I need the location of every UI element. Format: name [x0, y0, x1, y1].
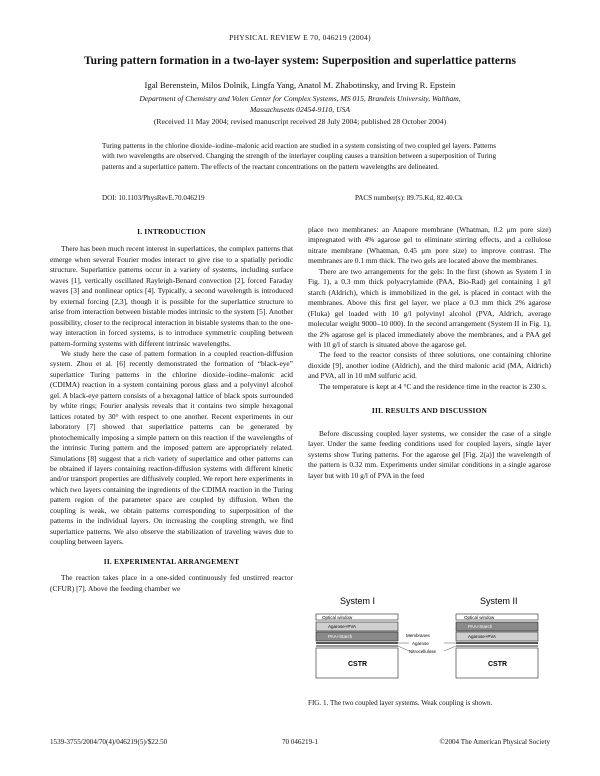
- membrane-layer: [316, 642, 398, 644]
- figure-1-diagram: [308, 593, 548, 693]
- paragraph: There are two arrangements for the gels: In the first (shown as System I in Fig. 1), a 0.3 mm thick polyacrylamide (PAA, Bio-Rad) gel containing 1 g/l starch (Aldrich), which is immobilized in the gel, is placed in contact with the membranes. Above this first gel layer, we place a 0.3 mm thick 2% agarose (Fluka) gel loaded with 10 g/l polyvinyl alcohol (PVA, Aldrich, average molecular weight 9000–10 000). In the second arrangement (System II in Fig. 1), the 2% agarose gel is placed immediately above the membranes, and a PAA gel with 10 g/l of starch is situated above the agarose gel.: [308, 266, 551, 349]
- abstract: Turing patterns in the chlorine dioxide–iodine–malonic acid reaction are studied in a system consisting of two coupled gel layers. Patterns with two wavelengths are observed. Changing the strength of the interlayer coupling causes a transition between a superposition of Turing patterns and a superlattice pattern. The effects of the reactant concentrations on the pattern wavelengths are delineated.: [102, 142, 496, 171]
- paragraph: The feed to the reactor consists of three solutions, one containing chlorine dioxide [9], another iodine (Aldrich), and the third malonic acid (MA, Aldrich) and PVA, all in 10 mM sulfuric acid.: [308, 350, 551, 381]
- layer-label: Optical window: [322, 615, 353, 620]
- section-heading: II. EXPERIMENTAL ARRANGEMENT: [103, 556, 240, 566]
- leader-line: [444, 646, 456, 651]
- copyright: ©2004 The American Physical Society: [439, 738, 550, 746]
- author-list: Igal Berenstein, Milos Dolnik, Lingfa Yang, Anatol M. Zhabotinsky, and Irving R. Epstein: [144, 80, 456, 90]
- layer-label: Optical window: [464, 615, 495, 620]
- membrane-layer: [456, 645, 538, 647]
- received-dates: (Received 11 May 2004; revised manuscript received 28 July 2004; published 28 October 2004): [153, 117, 447, 126]
- agarose-label: Agarose: [412, 641, 429, 646]
- footer-issn: 1539-3755/2004/70(4)/046219(5)/$22.50: [50, 738, 168, 746]
- paragraph: The reaction takes place in a one-sided continuously fed unstirred reactor (CFUR) [7]. Above the feeding chamber we: [50, 573, 293, 593]
- affiliation-line: Department of Chemistry and Volen Center for Complex Systems, MS 015, Brandeis University, Waltham,: [139, 94, 461, 103]
- paper-title: Turing pattern formation in a two-layer system: Superposition and superlattice patterns: [84, 55, 516, 67]
- doi[interactable]: DOI: 10.1103/PhysRevE.70.046219: [102, 194, 205, 202]
- running-header: PHYSICAL REVIEW E 70, 046219 (2004): [229, 33, 371, 42]
- right-column: [308, 225, 551, 481]
- leader-line: [398, 646, 409, 651]
- nitrocellulose-label: Nitrocellulose: [409, 649, 437, 654]
- affiliation: [60, 93, 540, 115]
- paragraph: We study here the case of pattern formation in a coupled reaction-diffusion system. Zhou et al. [6] recently demonstrated the formation of “black-eye” superlattice Turing patterns in the chlorine dioxide–iodine–malonic acid (CDIMA) reaction in a system containing porous glass and a polyvinyl alcohol gel. A black-eye pattern consists of a hexagonal lattice of black spots surrounded by white rings; Fourier analysis reveals that it contains two simple hexagonal lattices rotated by 30° with respect to one another. Recent experiments in our laboratory [7] showed that superlattice patterns can be generated by photochemically imposing a simple pattern on this reaction if the wavelengths of the intrinsic Turing pattern and the imposed pattern are appropriately related. Simulations [8] suggest that a rich variety of superlattice and other patterns can be obtained if layers containing reaction-diffusion systems with different kinetic and/or transport properties are diffusively coupled. We report here experiments in which two layers containing the ingredients of the CDIMA reaction in the Turing pattern region of the parameter space are coupled by diffusion. When the coupling is weak, we obtain patterns corresponding to superposition of the patterns in the individual layers. On increasing the coupling strength, we find superlattice patterns. We also observe the stabilization of traveling waves due to coupling between layers.: [50, 348, 293, 547]
- paragraph: place two membranes: an Anapore membrane (Whatman, 0.2 μm pore size) impregnated with 4% agarose gel to eliminate stirring effects, and a cellulose nitrate membrane (Whatman, 0.45 μm pore size) to improve contrast. The membranes are 0.1 mm thick. The two gels are located above the membranes.: [308, 225, 551, 266]
- page-number: 70 046219-1: [281, 738, 319, 746]
- cstr-label: CSTR: [348, 661, 368, 668]
- paragraph: There has been much recent interest in superlattices, the complex patterns that emerge when several Fourier modes interact to give rise to a spatially periodic structure. Superlattice patterns occur in a variety of systems, including surface waves [1], vertically oscillated Rayleigh-Benard convection [2], forced Faraday waves [3] and nonlinear optics [4]. Typically, a second wavelength is introduced by external forcing [2,3], though it is possible for the superlattice structure to arise from interaction between bistable modes intrinsic to the system [5]. Another possibility, closer to the reciprocal interaction in bistable systems than to the one-way interaction in forced systems, is to introduce symmetric coupling between pattern-forming systems with different intrinsic wavelengths.: [50, 244, 293, 348]
- system-1-label: System I: [340, 596, 376, 606]
- pacs-numbers: PACS number(s): 89.75.Kd, 82.40.Ck: [355, 194, 463, 202]
- layer-label: PAA+Starch: [328, 634, 353, 639]
- left-column: [50, 227, 293, 594]
- membrane-layer: [316, 645, 398, 647]
- paragraph: The temperature is kept at 4 °C and the residence time in the reactor is 230 s.: [319, 381, 547, 391]
- layer-label: PAA+Starch: [468, 624, 493, 629]
- membrane-layer: [456, 642, 538, 644]
- membranes-label: Membranes: [406, 633, 430, 638]
- figure-1-caption: FIG. 1. The two coupled layer systems. Weak coupling is shown.: [308, 699, 493, 707]
- section-heading: I. INTRODUCTION: [137, 227, 206, 236]
- paragraph: Before discussing coupled layer systems, we consider the case of a single layer. Under the same feeding conditions used for coupled layers, single layer systems show Turing patterns. For the agarose gel [Fig. 2(a)] the wavelength of the pattern is 0.32 mm. Experiments under similar conditions in a single agarose layer but with 10 g/l of PVA in the feed: [308, 428, 551, 480]
- section-heading: III. RESULTS AND DISCUSSION: [371, 406, 488, 416]
- layer-label: Agarose+PVA: [328, 624, 357, 629]
- cstr-label: CSTR: [488, 661, 508, 668]
- layer-label: Agarose+PVA: [468, 634, 497, 639]
- system-2-label: System II: [480, 596, 518, 606]
- affiliation-line: Massachusetts 02454-9110, USA: [249, 105, 351, 114]
